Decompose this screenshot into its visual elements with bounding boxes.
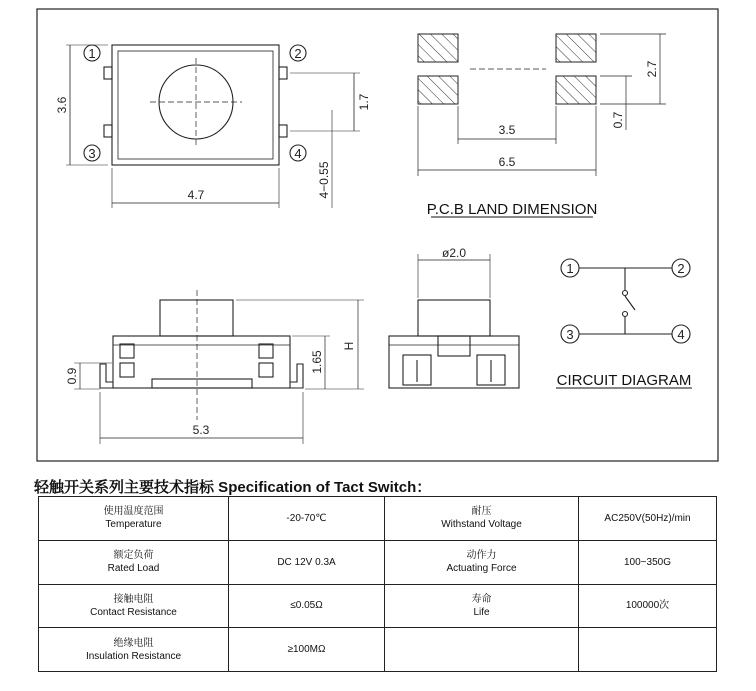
param-name-cn: 使用温度范围 [103, 506, 164, 518]
spec-cell-param-label [385, 497, 579, 541]
spec-heading-cn: 轻触开关系列主要技术指标 [34, 478, 215, 496]
param-name-cn: 寿命 [471, 593, 492, 605]
dim-pad-height: 0.7 [611, 111, 625, 129]
param-name-en: Withstand Voltage [441, 519, 522, 531]
table-row [39, 584, 717, 628]
dim-pad-gap: 3.5 [498, 123, 516, 137]
param-name-cn: 绝缘电阻 [113, 637, 154, 649]
spec-cell-param-value: AC250V(50Hz)/min [579, 497, 717, 541]
param-name-cn: 额定负荷 [113, 550, 154, 562]
dim-width: 4.7 [187, 188, 205, 202]
param-name-en: Actuating Force [446, 563, 517, 575]
spec-cell-param-label [39, 540, 229, 584]
dim-land-height: 2.7 [645, 60, 659, 78]
circuit-pin-3: 3 [566, 327, 574, 342]
dim-land-width: 6.5 [498, 155, 516, 169]
spec-heading-en: Specification of Tact Switch： [214, 479, 432, 496]
top-pin-2: 2 [294, 46, 302, 61]
top-pin-3: 3 [88, 146, 96, 161]
spec-cell-param-value: 100~350G [579, 540, 717, 584]
spec-cell-param-label [385, 628, 579, 672]
spec-cell-param-label [385, 584, 579, 628]
end-view [389, 254, 519, 388]
param-name-en: Life [473, 606, 490, 618]
dim-length: 5.3 [192, 423, 210, 437]
table-row [39, 540, 717, 584]
dim-total-height: H [342, 341, 356, 351]
land-title: P.C.B LAND DIMENSION [426, 201, 598, 218]
spec-cell-param-label [39, 584, 229, 628]
spec-cell-param-value: 100000次 [579, 584, 717, 628]
spec-cell-param-value: -20-70℃ [229, 497, 385, 541]
spec-table-body [39, 497, 717, 672]
circuit-title: CIRCUIT DIAGRAM [556, 372, 692, 389]
circuit-pin-1: 1 [566, 261, 574, 276]
param-name-cn: 动作力 [466, 550, 497, 562]
param-name-en: Rated Load [107, 563, 160, 575]
param-name-cn: 接触电阻 [113, 593, 154, 605]
spec-table [38, 496, 717, 672]
top-view [66, 45, 360, 208]
dim-lead: 4−0.55 [317, 161, 331, 199]
spec-cell-param-value: ≥100MΩ [229, 628, 385, 672]
param-name-en: Temperature [105, 519, 162, 531]
circuit-diagram [561, 259, 690, 343]
dim-height: 3.6 [55, 96, 69, 114]
spec-cell-param-label [385, 540, 579, 584]
table-row [39, 628, 717, 672]
circuit-pin-2: 2 [677, 261, 685, 276]
spec-heading [34, 476, 431, 497]
top-pin-1: 1 [88, 46, 96, 61]
dim-lead-height: 0.9 [65, 367, 79, 385]
spec-cell-param-value [579, 628, 717, 672]
param-name-cn: 耐压 [471, 506, 492, 518]
param-name-en: Insulation Resistance [85, 650, 182, 662]
dim-body-height: 1.65 [310, 350, 324, 374]
dim-diameter: ø2.0 [441, 246, 467, 260]
spec-cell-param-label [39, 628, 229, 672]
drawing-frame [37, 9, 718, 461]
spec-cell-param-value: ≤0.05Ω [229, 584, 385, 628]
spec-cell-param-value: DC 12V 0.3A [229, 540, 385, 584]
dim-pitch: 1.7 [357, 93, 371, 111]
top-pin-4: 4 [294, 146, 302, 161]
table-row [39, 497, 717, 541]
circuit-pin-4: 4 [677, 327, 685, 342]
spec-cell-param-label [39, 497, 229, 541]
param-name-en: Contact Resistance [90, 606, 177, 618]
